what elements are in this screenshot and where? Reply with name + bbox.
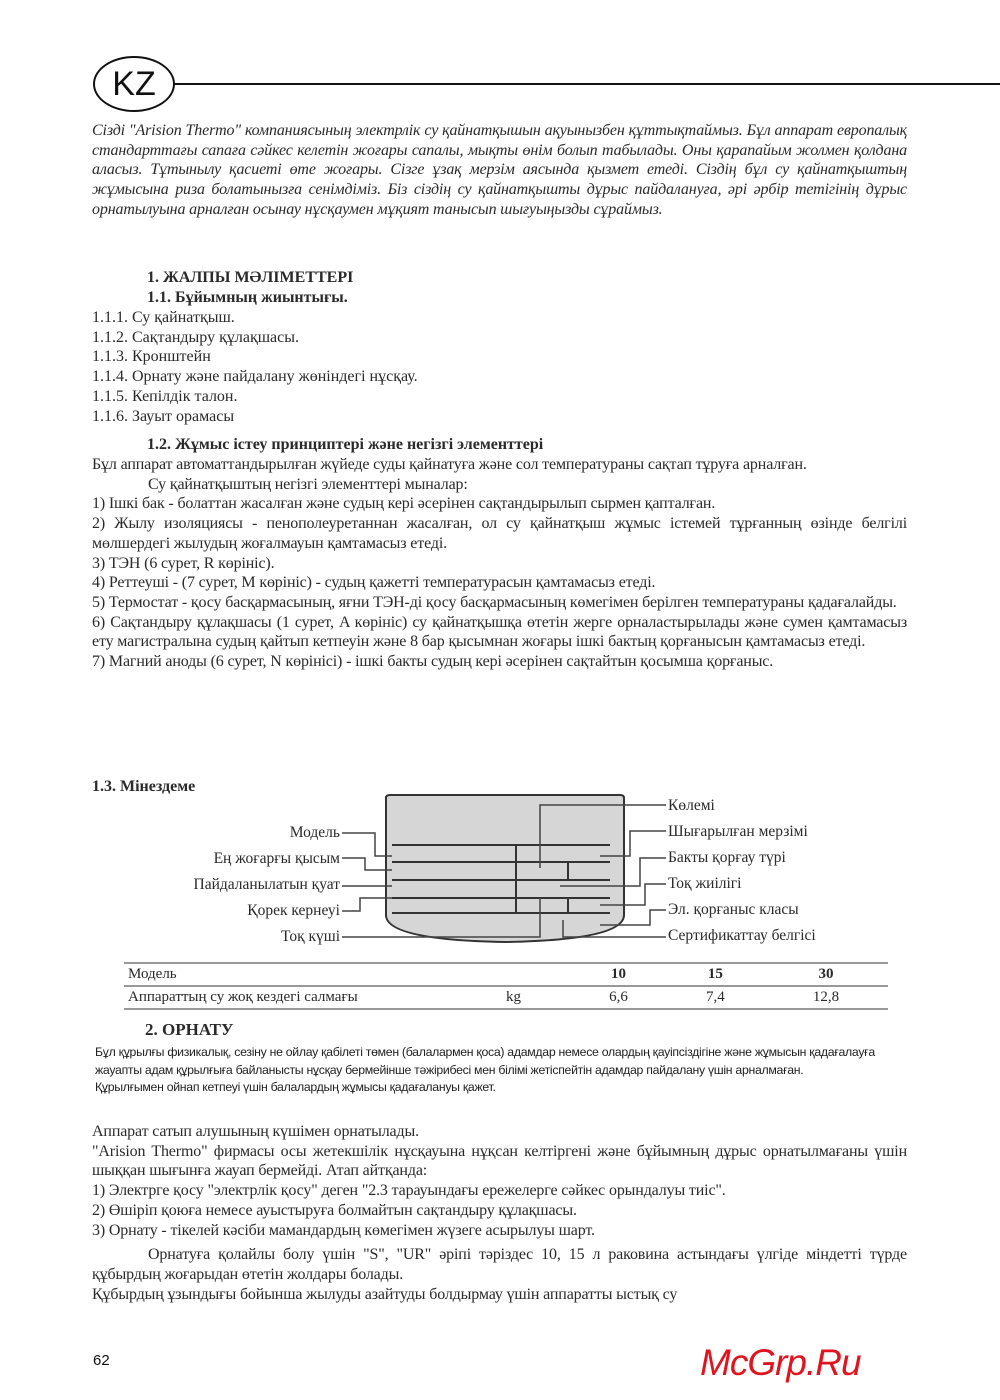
weight-table <box>124 962 888 1010</box>
section-1-title: 1. ЖАЛПЫ МӘЛІМЕТТЕРІ <box>147 269 354 286</box>
list-item: 6) Сақтандыру құлақшасы (1 сурет, A көрініс) су қайнатқышқа өтетін жерге орналастырылады және сумен қамтамасыз ету магистралына судың қайтып кетпеуін және 8 бар қысымнан жоғары ішкі бактың қорғанысын қамтамасыз етеді. <box>92 613 907 651</box>
list-item: 2) Жылу изоляциясы - пенополеуретаннан жасалған, ол су қайнатқыш жұмыс істемей тұрғанның өзінде белгілі мөлшердегі жылудың жоғалмауын қамтамасыз етеді. <box>92 515 907 552</box>
table-row <box>124 986 888 1009</box>
list-item: 7) Магний аноды (6 сурет, N көрінісі) - ішкі бакты судың кері әсерінен сақтайтын қосымша қорғаныс. <box>92 653 774 671</box>
list-item: 1.1.1. Су қайнатқыш. <box>92 309 235 326</box>
list-item: 1.1.3. Кронштейн <box>92 348 211 366</box>
list-item: 1.1.6. Зауыт орамасы <box>92 407 235 425</box>
header-rule <box>173 83 1000 85</box>
safety-warning: Бұл құрылғы физикалық, сезіну не ойлау қабілеті төмен (балалармен қоса) адамдар немесе олардың қауіпсіздігіне және жұмысын қадағалауға жауапты адам құрылғыға байланысты нұсқау бермейінше тәжірибесі мен білімі жетіспейтін адамдар пайдалану үшін арналмаған. Құрылғымен ойнап кетпеуі үшін балалардың жұмысы қадағалануы қажет. <box>95 1045 875 1094</box>
weight-30: 12,8 <box>764 986 888 1009</box>
diagram-label-max-pressure: Ең жоғарғы қысым <box>213 850 340 867</box>
list-item: 1.1.4. Орнату және пайдалану жөніндегі нұсқау. <box>92 368 418 386</box>
row-label: Аппараттың су жоқ кездегі салмағы <box>124 986 502 1009</box>
list-item: 3) Орнату - тікелей кәсіби мамандардың көмегімен жүзеге асырылуы шарт. <box>92 1221 595 1239</box>
diagram-label-power: Пайдаланылатын қуат <box>193 876 340 893</box>
header-unit <box>502 963 570 986</box>
diagram-label-tank-protection: Бакты қорғау түрі <box>668 849 786 866</box>
list-item: 5) Термостат - қосу басқармасының, яғни ТЭН-ді қосу басқармасының көмегімен берілген температураны қадағалайды. <box>92 593 897 611</box>
section-2-title: 2. ОРНАТУ <box>145 1020 234 1039</box>
paragraph: "Arision Thermo" фирмасы осы жетекшілік нұсқауына нұқсан келтіргені және бұйымның дұрыс орнатылмағаны үшін шыққан шығынға жауап бермейді. Атап айтқанда: <box>92 1142 907 1180</box>
list-item: 3) ТЭН (6 сурет, R көрініс). <box>92 554 275 572</box>
weight-15: 7,4 <box>667 986 764 1009</box>
page-number: 62 <box>93 1352 110 1369</box>
elements-block <box>92 455 907 672</box>
intro-paragraph: Сізді "Arision Thermo" компаниясының электрлік су қайнатқышын ақуынызбен құттықтаймыз. Бұл аппарат европалық стандарттағы сапаға сәйкес келетін жоғары сапалы, мықты өнім болып табылады. Оны қарапайым жолмен қолдана аласыз. Тұтынылу қасиеті өте жоғары. Сізге ұзақ мерзім аясында қызмет етеді. Сіздің бұл су қайнатқыштың жұмысына риза болатынызға сенімдіміз. Біз сіздің су қайнатқышты дұрыс пайдалануға, әрі әрбір тетігінің дұрыс орнатылуына арналған осынау нұсқаумен мұқият танысып шығуыңызды сұраймыз. <box>92 122 907 218</box>
list-item: 4) Реттеуші - (7 сурет, M көрініс) - судың қажетті температурасын қамтамасыз етеді. <box>92 574 656 592</box>
paragraph: Орнатуға қолайлы болу үшін "S", "UR" әріпі тәріздес 10, 15 л раковина астындағы үлгіде міндетті түрде құбырдың жоғарыдан өтетін жолдары болады. <box>92 1246 907 1283</box>
list-item: 1.1.5. Кепілдік талон. <box>92 387 238 405</box>
diagram-label-frequency: Тоқ жиілігі <box>668 875 742 892</box>
row-unit: kg <box>502 986 570 1009</box>
rating-plate-shape <box>386 795 624 942</box>
list-item: 1) Электрге қосу "электрлік қосу" деген "2.3 тарауындағы ережелерге сәйкес орындалуы тиіс". <box>92 1182 726 1200</box>
diagram-label-current: Тоқ күші <box>281 928 340 945</box>
installation-block <box>92 1122 907 1304</box>
diagram-label-production-date: Шығарылған мерзімі <box>668 823 808 840</box>
diagram-label-certification: Сертификаттау белгісі <box>668 927 816 944</box>
list-item: 1.1.2. Сақтандыру құлақшасы. <box>92 328 299 346</box>
contents-list <box>92 308 418 426</box>
paragraph: Бұл аппарат автоматтандырылған жүйеде суды қайнатуға және сол температураны сақтап тұруға арналған. <box>92 456 807 473</box>
weight-10: 6,6 <box>570 986 667 1009</box>
header-model-10: 10 <box>570 963 667 986</box>
paragraph: Су қайнатқыштың негізгі элементтері мыналар: <box>148 475 468 493</box>
list-item: 2) Өшіріп қоюға немесе ауыстыруға болмайтын сақтандыру құлақшасы. <box>92 1201 577 1219</box>
header-model-30: 30 <box>764 963 888 986</box>
table-header-row <box>124 963 888 986</box>
diagram-label-voltage: Қорек кернеуі <box>247 902 340 919</box>
rating-plate-diagram <box>0 790 1000 955</box>
watermark: McGrp.Ru <box>700 1342 861 1383</box>
diagram-label-volume: Көлемі <box>668 797 715 814</box>
header-label: Модель <box>124 963 502 986</box>
diagram-label-model: Модель <box>289 824 340 841</box>
language-badge: KZ <box>93 56 175 112</box>
paragraph: Құбырдың ұзындығы бойынша жылуды азайтуды болдырмау үшін аппаратты ыстық су <box>92 1285 678 1303</box>
diagram-label-protection-class: Эл. қорғаныс класы <box>668 901 799 918</box>
subsection-1-3-title: 1.3. Мінездеме <box>92 778 196 795</box>
subsection-1-1-title: 1.1. Бұйымның жиынтығы. <box>147 289 348 306</box>
list-item: 1) Ішкі бак - болаттан жасалған және судың кері әсерінен сақтандырылып сырмен қапталған. <box>92 495 716 513</box>
subsection-1-2-title: 1.2. Жұмыс істеу принциптері және негізгі элементтері <box>147 436 544 453</box>
paragraph: Аппарат сатып алушының күшімен орнатылады. <box>92 1123 419 1140</box>
header-model-15: 15 <box>667 963 764 986</box>
